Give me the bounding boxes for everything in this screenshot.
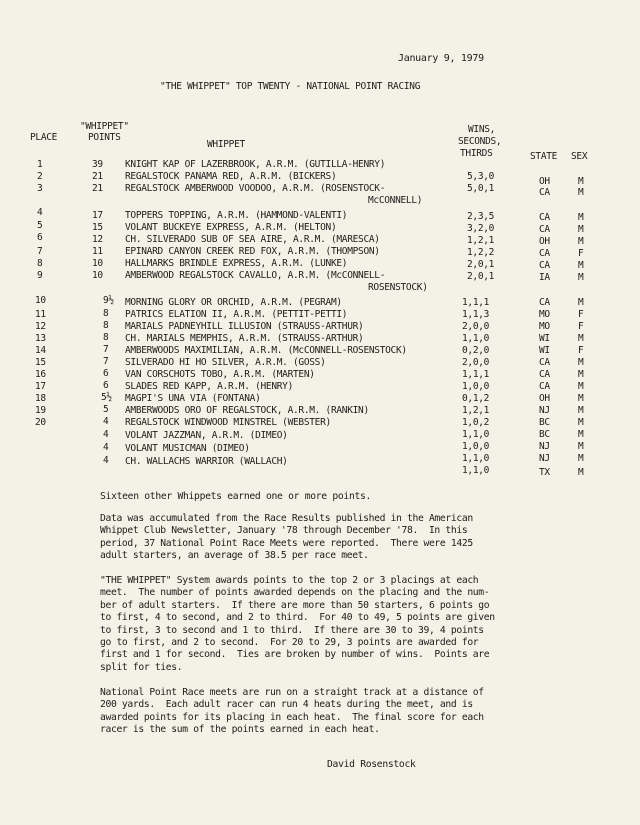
col-header-seconds: SECONDS,	[458, 136, 502, 147]
state-cell: CA	[539, 260, 550, 271]
points-cell: 39	[92, 159, 103, 170]
wst-cell: 1,1,1	[462, 297, 490, 308]
state-cell: MO	[539, 309, 550, 320]
whippet-cell-cont: McCONNELL)	[368, 195, 423, 206]
points-cell: 4	[103, 455, 109, 466]
whippet-cell: VOLANT MUSICMAN (DIMEO)	[125, 443, 250, 454]
place-cell: 5	[37, 220, 43, 231]
points-cell: 11	[92, 246, 103, 257]
sex-cell: M	[578, 441, 584, 452]
state-cell: CA	[539, 212, 550, 223]
whippet-cell: AMBERWOODS ORO OF REGALSTOCK, A.R.M. (RANKIN)	[125, 405, 369, 416]
wst-cell: 1,1,1	[462, 369, 490, 380]
points-cell: 21	[92, 171, 103, 182]
whippet-cell: CH. WALLACHS WARRIOR (WALLACH)	[125, 456, 288, 467]
wst-cell: 2,0,1	[467, 259, 495, 270]
wst-cell: 1,2,2	[467, 247, 495, 258]
place-cell: 16	[35, 369, 46, 380]
wst-cell: 1,2,1	[467, 235, 495, 246]
points-cell: 8	[103, 332, 109, 343]
place-cell: 3	[37, 183, 43, 194]
sex-cell: M	[578, 333, 584, 344]
place-cell: 10	[35, 295, 46, 306]
state-cell: NJ	[539, 453, 550, 464]
whippet-cell: EPINARD CANYON CREEK RED FOX, A.R.M. (THOMPSON)	[125, 246, 380, 257]
document-title: "THE WHIPPET" TOP TWENTY - NATIONAL POINT RACING	[160, 81, 421, 92]
points-cell: 12	[92, 234, 103, 245]
col-header-sex: SEX	[571, 151, 588, 162]
points-cell: 4	[103, 429, 109, 440]
wst-cell: 3,2,0	[467, 223, 495, 234]
sex-cell: M	[578, 357, 584, 368]
sex-cell: F	[578, 345, 584, 356]
state-cell: NJ	[539, 441, 550, 452]
place-cell: 9	[37, 270, 43, 281]
place-cell: 17	[35, 381, 46, 392]
wst-cell: 2,3,5	[467, 211, 495, 222]
paragraph-race-rules: National Point Race meets are run on a straight track at a distance of 200 yards. Each adult racer can run 4 heats during the meet, and is awarded points for its placing in each heat. The final score for each racer is the sum of the points earned in each heat.	[100, 687, 484, 736]
paragraph-data-source: Data was accumulated from the Race Results published in the American Whippet Club Newsletter, January '78 through December '78. In this period, 37 National Point Race Meets were reported. There were 1425 adult starters, an average of 38.5 per race meet.	[100, 513, 473, 562]
wst-cell: 5,0,1	[467, 183, 495, 194]
sex-cell: M	[578, 417, 584, 428]
points-cell: 7	[103, 356, 109, 367]
whippet-cell: AMBERWOODS MAXIMILIAN, A.R.M. (McCONNELL-ROSENSTOCK)	[125, 345, 407, 356]
whippet-cell: VOLANT JAZZMAN, A.R.M. (DIMEO)	[125, 430, 288, 441]
col-header-whippet: WHIPPET	[207, 139, 245, 150]
points-cell: 4	[103, 442, 109, 453]
whippet-cell: SILVERADO HI HO SILVER, A.R.M. (GOSS)	[125, 357, 326, 368]
state-cell: OH	[539, 176, 550, 187]
sex-cell: F	[578, 248, 584, 259]
points-cell: 5½	[101, 392, 112, 403]
state-cell: CA	[539, 248, 550, 259]
whippet-cell: CH. MARIALS MEMPHIS, A.R.M. (STRAUSS-ARTHUR)	[125, 333, 364, 344]
points-cell: 7	[103, 344, 109, 355]
points-cell: 4	[103, 416, 109, 427]
whippet-cell: AMBERWOOD REGALSTOCK CAVALLO, A.R.M. (McCONNELL-	[125, 270, 386, 281]
state-cell: IA	[539, 272, 550, 283]
wst-cell: 1,2,1	[462, 405, 490, 416]
wst-cell: 2,0,0	[462, 357, 490, 368]
sex-cell: M	[578, 393, 584, 404]
state-cell: CA	[539, 381, 550, 392]
author-signature: David Rosenstock	[327, 759, 416, 770]
wst-cell: 1,0,0	[462, 441, 490, 452]
points-cell: 9½	[103, 295, 114, 306]
place-cell: 18	[35, 393, 46, 404]
col-header-thirds: THIRDS	[460, 148, 493, 159]
sex-cell: M	[578, 260, 584, 271]
sex-cell: M	[578, 381, 584, 392]
whippet-cell: MARIALS PADNEYHILL ILLUSION (STRAUSS-ARTHUR)	[125, 321, 364, 332]
wst-cell: 1,0,0	[462, 381, 490, 392]
whippet-cell: HALLMARKS BRINDLE EXPRESS, A.R.M. (LUNKE)	[125, 258, 348, 269]
place-cell: 12	[35, 321, 46, 332]
col-header-wins: WINS,	[468, 124, 496, 135]
state-cell: CA	[539, 187, 550, 198]
whippet-cell: REGALSTOCK WINDWOOD MINSTREL (WEBSTER)	[125, 417, 331, 428]
whippet-cell: CH. SILVERADO SUB OF SEA AIRE, A.R.M. (MARESCA)	[125, 234, 380, 245]
state-cell: CA	[539, 357, 550, 368]
sex-cell: M	[578, 467, 584, 478]
whippet-cell: REGALSTOCK AMBERWOOD VOODOO, A.R.M. (ROSENSTOCK-	[125, 183, 386, 194]
whippet-cell: VOLANT BUCKEYE EXPRESS, A.R.M. (HELTON)	[125, 222, 337, 233]
wst-cell: 0,2,0	[462, 345, 490, 356]
points-cell: 10	[92, 258, 103, 269]
whippet-cell: TOPPERS TOPPING, A.R.M. (HAMMOND-VALENTI)	[125, 210, 348, 221]
state-cell: CA	[539, 297, 550, 308]
place-cell: 1	[37, 159, 43, 170]
state-cell: WI	[539, 333, 550, 344]
state-cell: MO	[539, 321, 550, 332]
state-cell: CA	[539, 369, 550, 380]
points-cell: 6	[103, 368, 109, 379]
points-cell: 8	[103, 320, 109, 331]
sex-cell: M	[578, 176, 584, 187]
place-cell: 20	[35, 417, 46, 428]
whippet-cell: REGALSTOCK PANAMA RED, A.R.M. (BICKERS)	[125, 171, 337, 182]
sex-cell: M	[578, 297, 584, 308]
points-cell: 5	[103, 404, 109, 415]
state-cell: WI	[539, 345, 550, 356]
col-header-place: PLACE	[30, 132, 58, 143]
wst-cell: 1,1,3	[462, 309, 490, 320]
place-cell: 7	[37, 246, 43, 257]
points-cell: 15	[92, 222, 103, 233]
points-cell: 6	[103, 380, 109, 391]
points-cell: 8	[103, 308, 109, 319]
place-cell: 15	[35, 357, 46, 368]
sex-cell: F	[578, 309, 584, 320]
place-cell: 8	[37, 258, 43, 269]
sex-cell: M	[578, 405, 584, 416]
place-cell: 4	[37, 207, 43, 218]
sex-cell: M	[578, 236, 584, 247]
paragraph-points-system: "THE WHIPPET" System awards points to the top 2 or 3 placings at each meet. The number of points awarded depends on the placing and the num- ber of adult starters. If there are more than 50 starters, 6 points go to first, 4 to second, and 2 to third. For 40 to 49, 5 points are given to first, 3 to second and 1 to third. If there are 30 to 39, 4 points go to first, and 2 to second. For 20 to 29, 3 points are awarded for first and 1 for second. Ties are broken by number of wins. Points are split for ties.	[100, 575, 495, 673]
state-cell: NJ	[539, 405, 550, 416]
state-cell: BC	[539, 429, 550, 440]
wst-cell: 2,0,1	[467, 271, 495, 282]
state-cell: TX	[539, 467, 550, 478]
points-cell: 21	[92, 183, 103, 194]
sex-cell: M	[578, 212, 584, 223]
sex-cell: M	[578, 187, 584, 198]
whippet-cell: SLADES RED KAPP, A.R.M. (HENRY)	[125, 381, 294, 392]
col-header-state: STATE	[530, 151, 558, 162]
wst-cell: 1,0,2	[462, 417, 490, 428]
note-sixteen-others: Sixteen other Whippets earned one or more points.	[100, 491, 372, 502]
sex-cell: M	[578, 453, 584, 464]
col-header-points-bottom: POINTS	[88, 132, 121, 143]
points-cell: 10	[92, 270, 103, 281]
sex-cell: M	[578, 272, 584, 283]
state-cell: BC	[539, 417, 550, 428]
wst-cell: 1,1,0	[462, 453, 490, 464]
whippet-cell: VAN CORSCHOTS TOBO, A.R.M. (MARTEN)	[125, 369, 315, 380]
sex-cell: M	[578, 429, 584, 440]
wst-cell: 1,1,0	[462, 429, 490, 440]
sex-cell: M	[578, 224, 584, 235]
wst-cell: 0,1,2	[462, 393, 490, 404]
place-cell: 13	[35, 333, 46, 344]
sex-cell: M	[578, 369, 584, 380]
place-cell: 14	[35, 345, 46, 356]
place-cell: 19	[35, 405, 46, 416]
whippet-cell: MORNING GLORY OR ORCHID, A.R.M. (PEGRAM)	[125, 297, 342, 308]
whippet-cell-cont: ROSENSTOCK)	[368, 282, 428, 293]
sex-cell: F	[578, 321, 584, 332]
whippet-cell: MAGPI'S UNA VIA (FONTANA)	[125, 393, 261, 404]
state-cell: CA	[539, 224, 550, 235]
whippet-cell: PATRICS ELATION II, A.R.M. (PETTIT-PETTI)	[125, 309, 348, 320]
wst-cell: 2,0,0	[462, 321, 490, 332]
wst-cell: 5,3,0	[467, 171, 495, 182]
state-cell: OH	[539, 236, 550, 247]
wst-cell: 1,1,0	[462, 465, 490, 476]
col-header-points-top: "WHIPPET"	[80, 121, 129, 132]
place-cell: 6	[37, 232, 43, 243]
document-date: January 9, 1979	[398, 53, 484, 64]
place-cell: 2	[37, 171, 43, 182]
whippet-cell: KNIGHT KAP OF LAZERBROOK, A.R.M. (GUTILLA-HENRY)	[125, 159, 386, 170]
wst-cell: 1,1,0	[462, 333, 490, 344]
state-cell: OH	[539, 393, 550, 404]
points-cell: 17	[92, 210, 103, 221]
place-cell: 11	[35, 309, 46, 320]
